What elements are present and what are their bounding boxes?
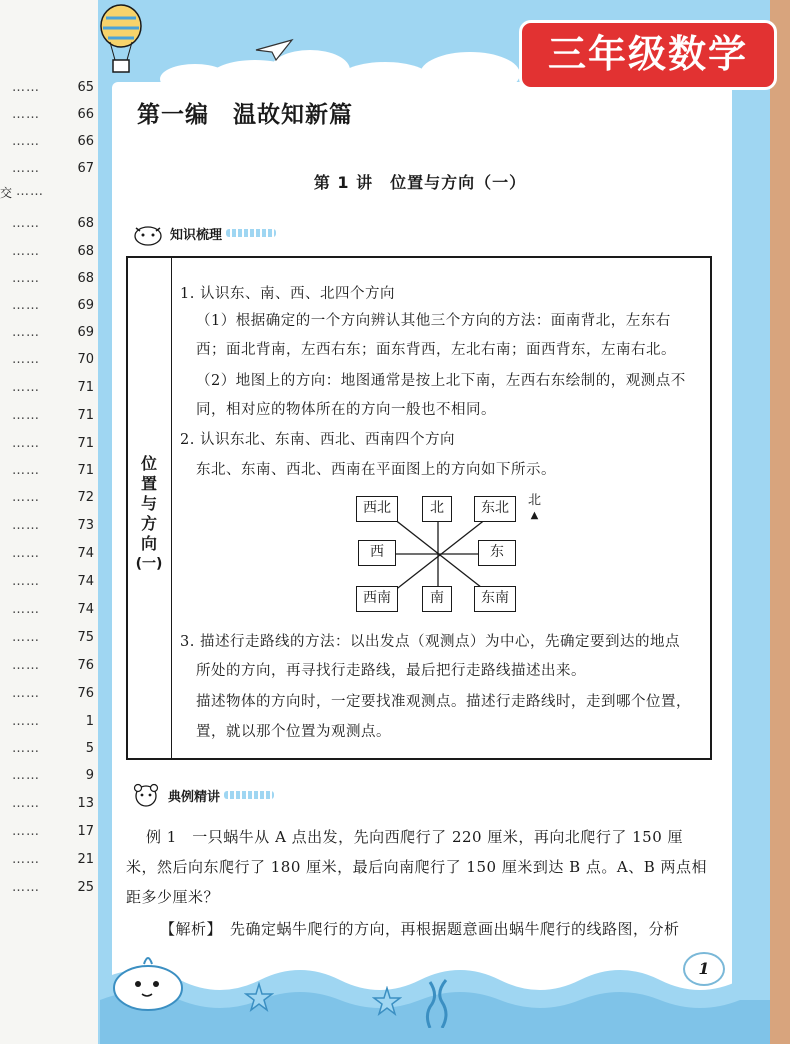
- direction-southwest: 西南: [356, 586, 398, 612]
- example-1-line-3: 距多少厘米？: [126, 888, 220, 906]
- toc-entry: [6, 714, 98, 736]
- toc-entry-leader: ……: [12, 216, 40, 231]
- analysis-line: 【解析】 先确定蜗牛爬行的方向，再根据题意画出蜗牛爬行的线路图，分析: [160, 920, 680, 938]
- toc-entry-prefix: 交: [0, 186, 13, 200]
- toc-entry: [6, 741, 98, 763]
- paper-plane-icon: [254, 38, 294, 62]
- example-heading-text: 典例精讲: [168, 789, 221, 805]
- toc-entry-page: 5: [85, 741, 94, 756]
- toc-entry-page: 68: [77, 271, 94, 286]
- direction-south: 南: [422, 586, 452, 612]
- lecture-title: 第 1 讲 位置与方向（一）: [313, 173, 527, 192]
- toc-entry: [6, 880, 98, 902]
- toc-entry-page: 74: [77, 574, 94, 589]
- toc-entry-page: 71: [77, 436, 94, 451]
- heading-underline-bar: [226, 229, 276, 237]
- toc-entry-leader: ……: [12, 686, 40, 701]
- toc-entry-page: 68: [77, 216, 94, 231]
- toc-entry-leader: ……: [12, 630, 40, 645]
- toc-entry: [6, 216, 98, 238]
- example-1-line-1: 例 1 一只蜗牛从 A 点出发，先向西爬行了 220 厘米，再向北爬行了 150 厘: [146, 828, 684, 846]
- toc-entry-page: 69: [77, 325, 94, 340]
- toc-entry: [6, 658, 98, 680]
- toc-entry-leader: ……: [12, 880, 40, 895]
- toc-entry-page: 1: [85, 714, 94, 729]
- toc-entry: [6, 630, 98, 652]
- knowledge-point-3-note: 描述物体的方向时，一定要找准观测点。描述行走路线时，走到哪个位置，: [196, 694, 691, 710]
- north-arrow: [528, 494, 541, 523]
- north-arrow-icon: ▲: [530, 510, 539, 521]
- toc-entry-page: 76: [77, 686, 94, 701]
- toc-entry: [6, 546, 98, 568]
- toc-entry: [6, 271, 98, 293]
- example-heading: [128, 782, 274, 808]
- toc-entry: [6, 602, 98, 624]
- toc-entry-page: 71: [77, 380, 94, 395]
- direction-northeast: 东北: [474, 496, 516, 522]
- toc-entry-page: 68: [77, 244, 94, 259]
- toc-entry-page: 69: [77, 298, 94, 313]
- toc-entry-leader: ……: [12, 80, 40, 95]
- toc-entry-leader: ……: [16, 184, 44, 199]
- bear-mascot-icon: [128, 782, 164, 808]
- starfish-icon: [372, 986, 402, 1016]
- toc-entry-page: 17: [77, 824, 94, 839]
- toc-entry-leader: ……: [12, 546, 40, 561]
- book-spine-edge: [770, 0, 790, 1044]
- toc-entry: [6, 80, 98, 102]
- toc-entry-page: 66: [77, 107, 94, 122]
- toc-entry-page: 74: [77, 546, 94, 561]
- toc-entry-leader: ……: [12, 134, 40, 149]
- toc-entry: [6, 107, 98, 129]
- toc-entry-page: 75: [77, 630, 94, 645]
- toc-entry-leader: ……: [12, 107, 40, 122]
- toc-entry: [6, 824, 98, 846]
- toc-entry-page: 71: [77, 463, 94, 478]
- toc-entry: [6, 325, 98, 347]
- hot-air-balloon-icon: [98, 4, 144, 78]
- grade-subject-badge: 三年级数学: [519, 20, 777, 90]
- toc-entry: [6, 518, 98, 540]
- toc-entry-page: 72: [77, 490, 94, 505]
- toc-entry-leader: ……: [12, 741, 40, 756]
- toc-entry-page: 71: [77, 408, 94, 423]
- toc-entry-leader: ……: [12, 271, 40, 286]
- page-number: 1: [683, 952, 725, 986]
- toc-entry-page: 70: [77, 352, 94, 367]
- toc-entry-leader: ……: [12, 298, 40, 313]
- direction-northwest: 西北: [356, 496, 398, 522]
- north-arrow-label: 北: [528, 493, 542, 508]
- toc-entry-page: 65: [77, 80, 94, 95]
- toc-entry: [6, 490, 98, 512]
- knowledge-point-3-cont: 所处的方向，再寻找行走路线，最后把行走路线描述出来。: [196, 663, 586, 679]
- toc-entry: [6, 463, 98, 485]
- toc-entry: [6, 134, 98, 156]
- toc-entry-page: 13: [77, 796, 94, 811]
- toc-entry-leader: ……: [12, 490, 40, 505]
- toc-entry-page: 21: [77, 852, 94, 867]
- toc-entry: [6, 352, 98, 374]
- toc-entry-leader: ……: [12, 768, 40, 783]
- knowledge-point-3-title: 3. 描述行走路线的方法：以出发点（观测点）为中心，先确定要到达的地点: [180, 634, 680, 650]
- toc-entry: [6, 380, 98, 402]
- knowledge-point-1-title: 1. 认识东、南、西、北四个方向: [180, 286, 395, 302]
- direction-east: 东: [478, 540, 516, 566]
- toc-entry-leader: ……: [12, 852, 40, 867]
- eight-direction-diagram: [350, 494, 530, 616]
- toc-entry: [6, 686, 98, 708]
- toc-entry: [6, 768, 98, 790]
- cow-mascot-icon: [130, 220, 166, 246]
- toc-entry-leader: ……: [12, 408, 40, 423]
- toc-entry-page: 74: [77, 602, 94, 617]
- toc-entry-page: 25: [77, 880, 94, 895]
- example-1-line-2: 米，然后向东爬行了 180 厘米，最后向南爬行了 150 厘米到达 B 点。A、B 两点相: [126, 858, 708, 876]
- section-title: 第一编 温故知新篇: [137, 102, 353, 128]
- starfish-icon: [244, 982, 274, 1012]
- seaweed-icon: [420, 978, 460, 1028]
- topic-side-column: [128, 258, 172, 758]
- toc-entry-page: 76: [77, 658, 94, 673]
- toc-entry-leader: ……: [12, 244, 40, 259]
- heading-underline-bar: [224, 791, 274, 799]
- toc-entry-leader: ……: [12, 574, 40, 589]
- toc-entry: [6, 852, 98, 874]
- toc-entry: [6, 574, 98, 596]
- knowledge-point-1-2-cont: 同，相对应的物体所在的方向一般也不相同。: [196, 402, 496, 418]
- knowledge-point-1-2: （2）地图上的方向：地图通常是按上北下南，左西右东绘制的，观测点不: [196, 373, 686, 389]
- knowledge-heading-text: 知识梳理: [170, 227, 223, 243]
- toc-entry-leader: ……: [12, 824, 40, 839]
- direction-southeast: 东南: [474, 586, 516, 612]
- toc-entry-leader: ……: [12, 658, 40, 673]
- toc-entry-leader: ……: [12, 352, 40, 367]
- toc-entry: [6, 298, 98, 320]
- toc-entry-page: 73: [77, 518, 94, 533]
- direction-north: 北: [422, 496, 452, 522]
- toc-entry-leader: ……: [12, 796, 40, 811]
- knowledge-point-3-note-cont: 置，就以那个位置为观测点。: [196, 724, 391, 740]
- toc-entry-page: 66: [77, 134, 94, 149]
- toc-entry-leader: ……: [12, 436, 40, 451]
- toc-entry: [6, 796, 98, 818]
- toc-entry-leader: ……: [12, 602, 40, 617]
- topic-side-label: 位 置 与 方 向 (一): [135, 454, 163, 572]
- toc-entry-leader: ……: [12, 380, 40, 395]
- toc-entry: [6, 244, 98, 266]
- previous-page-toc: [0, 0, 108, 1044]
- toc-entry-leader: ……: [12, 161, 40, 176]
- toc-entry-page: 67: [77, 161, 94, 176]
- toc-entry: [6, 436, 98, 458]
- knowledge-point-1-1-cont: 西；面北背南，左西右东；面东背西，左北右南；面西背东，左南右北。: [196, 342, 676, 358]
- toc-entry-leader: ……: [12, 714, 40, 729]
- toc-entry-leader: ……: [12, 325, 40, 340]
- knowledge-point-2-text: 东北、东南、西北、西南在平面图上的方向如下所示。: [196, 462, 556, 478]
- knowledge-point-2-title: 2. 认识东北、东南、西北、西南四个方向: [180, 432, 455, 448]
- whale-icon: [108, 942, 192, 1014]
- toc-entry: [6, 408, 98, 430]
- knowledge-heading: [130, 220, 276, 246]
- toc-entry-page: 9: [85, 768, 94, 783]
- toc-entry-leader: ……: [12, 518, 40, 533]
- direction-west: 西: [358, 540, 396, 566]
- knowledge-point-1-1: （1）根据确定的一个方向辨认其他三个方向的方法：面南背北，左东右: [196, 313, 671, 329]
- toc-entry-leader: ……: [12, 463, 40, 478]
